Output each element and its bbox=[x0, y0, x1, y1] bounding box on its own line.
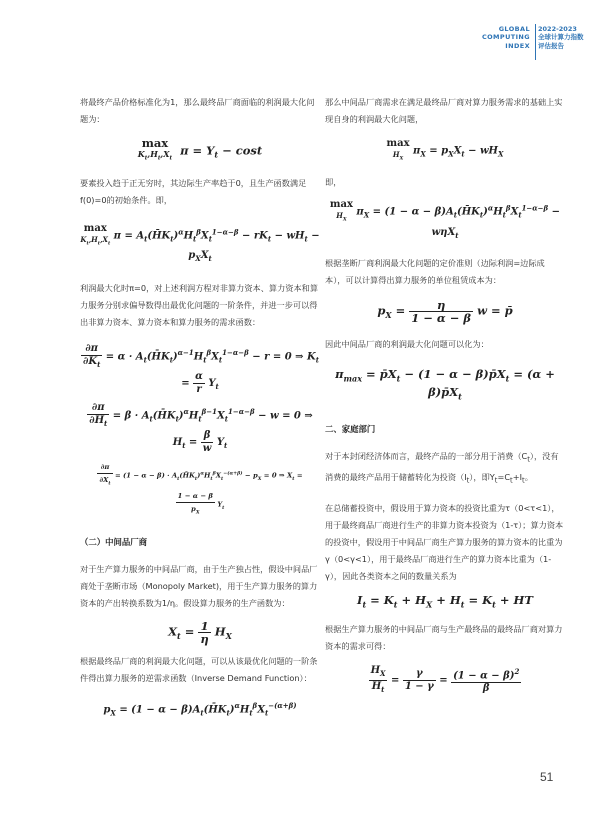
equation-foc-x: $\frac{\partial\pi}{\partial X_t}$ = $(1 - \alpha - \beta) \cdot A_t(H̄K_t)^\alpha H_t^\beta X_t^{-(\alpha+\beta)} - p_X = 0$ ⇒ $X_t$ = $\frac{1 - \alpha - \beta}{p_X}$ $Y_t$ bbox=[99, 463, 303, 516]
equation-max-profit: $\pi_{max}$ = $p̄X_t - (1 - \alpha$ − $\beta)p̄X_t = (\alpha$ + $\beta)p̄X_t$ bbox=[335, 366, 555, 402]
equation-capital-relation: $I_t = K_t + H_X + H_t = K_t$ + HT bbox=[357, 592, 533, 609]
report-title-line-2: 评估报告 bbox=[538, 41, 564, 50]
page-number: 51 bbox=[540, 770, 554, 784]
right-column bbox=[325, 94, 565, 696]
paragraph: 根据最终品厂商的利润最大化问题，可以从该最优化问题的一阶条件得出算力服务的逆需求函数（Inverse Demand Function）： bbox=[80, 655, 318, 683]
paragraph: 根据生产算力服务的中间品厂商与生产最终品的最终品厂商对算力资本的需求可得： bbox=[325, 623, 563, 651]
equation-production-x: $X_t$ = $\frac{1}{\eta}$ $H_X$ bbox=[168, 618, 232, 646]
equation-foc-h: $\frac{\partial\pi}{\partial H_t}$ = $\beta \cdot A_t(H̄K_t)^\alpha H_t^{\beta-1}X_t^{1-\alpha-\beta} - w = 0$ ⇒ $H_t$ = $\frac{\beta}{w}$ $Y_t$ bbox=[89, 402, 313, 454]
equation-inverse-demand: $p_X = (1 - \alpha$ − $\beta)A_t(H̄K_t)^\alpha H_t^\beta X_t^{-(\alpha+\beta)}$ bbox=[103, 700, 297, 718]
section-heading: （二）中间品厂商 bbox=[80, 536, 147, 547]
paragraph: 对于生产算力服务的中间品厂商，由于生产独占性，假设中间品厂商处于垄断市场（Monopoly Market)，用于生产算力服务的算力资本的产出转换系数为1/η。假设算力服务的生产函数为： bbox=[80, 563, 318, 608]
equation-profit-function: max $K_t,H_t,X_t$ $\pi = A_t(H̄K_t)^\alpha H_t^\beta X_t^{1-\alpha-\beta} - rK_t - wH_t - p_XX_t$ bbox=[80, 222, 320, 263]
brand-line-1: GLOBAL bbox=[498, 25, 530, 33]
equation-intermediate-profit: max $H_X$ $\pi_X = p_XX_t - wH_X$ bbox=[386, 138, 504, 162]
equation-foc-k: $\frac{\partial\pi}{\partial K_t}$ = $\alpha \cdot A_t(H̄K_t)^{\alpha-1}H_t^\beta X_t^{1-\alpha-\beta} - r = 0$ ⇒ $K_t$ = $\frac{\alpha}{r}$ $Y_t$ bbox=[83, 343, 319, 395]
paragraph: 在总储蓄投资中，假设用于算力资本的投资比重为τ（0<τ<1），用于最终商品厂商进行生产的非算力资本投资为（1-τ）；算力资本的投资中，假设用于中间品厂商生产算力服务的算力资本的比重为γ（0<γ<1），用于最终品厂商进行生产的算力资本比重为（1-γ），因此各类资本之间的数量关系为 bbox=[325, 502, 564, 581]
paragraph: 要素投入趋于正无穷时，其边际生产率趋于0，且生产函数满足f(0)=0的初始条件。即， bbox=[80, 177, 307, 205]
paragraph: 根据垄断厂商利润最大化问题的定价准则（边际利润=边际成本），可以计算得出算力服务的单位租赁成本为： bbox=[325, 257, 545, 285]
report-title bbox=[538, 25, 598, 50]
paragraph: 将最终产品价格标准化为1，那么最终品厂商面临的利润最大化问题为： bbox=[80, 97, 315, 124]
paragraph: 那么中间品厂商需求在满足最终品厂商对算力服务需求的基础上实现自身的利润最大化问题， bbox=[325, 97, 563, 124]
brand-line-2: COMPUTING bbox=[481, 33, 530, 42]
header-divider bbox=[535, 24, 536, 60]
equation-capital-ratio: $\frac{H_X}{H_t}$ = $\frac{\gamma}{1 - \gamma}$ = $\frac{(1 - \alpha - \beta)^2}{\beta}$ bbox=[370, 664, 520, 695]
paragraph: 利润最大化时π=0，对上述利润方程对非算力资本、算力资本和算力服务分别求偏导数得出最优化问题的一阶条件，并进一步可以得出非算力资本、算力资本和算力服务的需求函数： bbox=[80, 283, 319, 327]
equation-rental-cost: $p_X$ = $\frac{\eta}{1 - \alpha - \beta}$ w = p̄ bbox=[377, 297, 513, 325]
report-title-line-1: 全球计算力指数 bbox=[538, 33, 584, 42]
equation-profit-max: max $K_t,H_t,X_t$ $\pi = Y_t - \cos t$ bbox=[137, 136, 263, 162]
report-brand bbox=[470, 25, 530, 50]
paragraph: 因此中间品厂商的利润最大化问题可以化为： bbox=[325, 338, 489, 349]
left-column bbox=[80, 94, 320, 720]
section-heading: 二、家庭部门 bbox=[325, 424, 376, 435]
paragraph: 即， bbox=[325, 177, 342, 188]
equation-intermediate-profit-expanded: max $H_X$ $\pi_X = (1 - \alpha$ − $\beta)A_t(H̄K_t)^\alpha H_t^\beta X_t^{1-\alpha-\beta} - w\eta X_t$ bbox=[329, 199, 561, 240]
brand-line-3: INDEX bbox=[505, 41, 530, 50]
paragraph-household: 对于本封闭经济体而言，最终产品的一部分用于消费$(C_t)$，没有消费的最终产品用于储蓄转化为投资$(I_t)$，即$Y_t=C_t+I_t$。 bbox=[325, 451, 559, 485]
report-year: 2022-2023 bbox=[538, 25, 577, 33]
